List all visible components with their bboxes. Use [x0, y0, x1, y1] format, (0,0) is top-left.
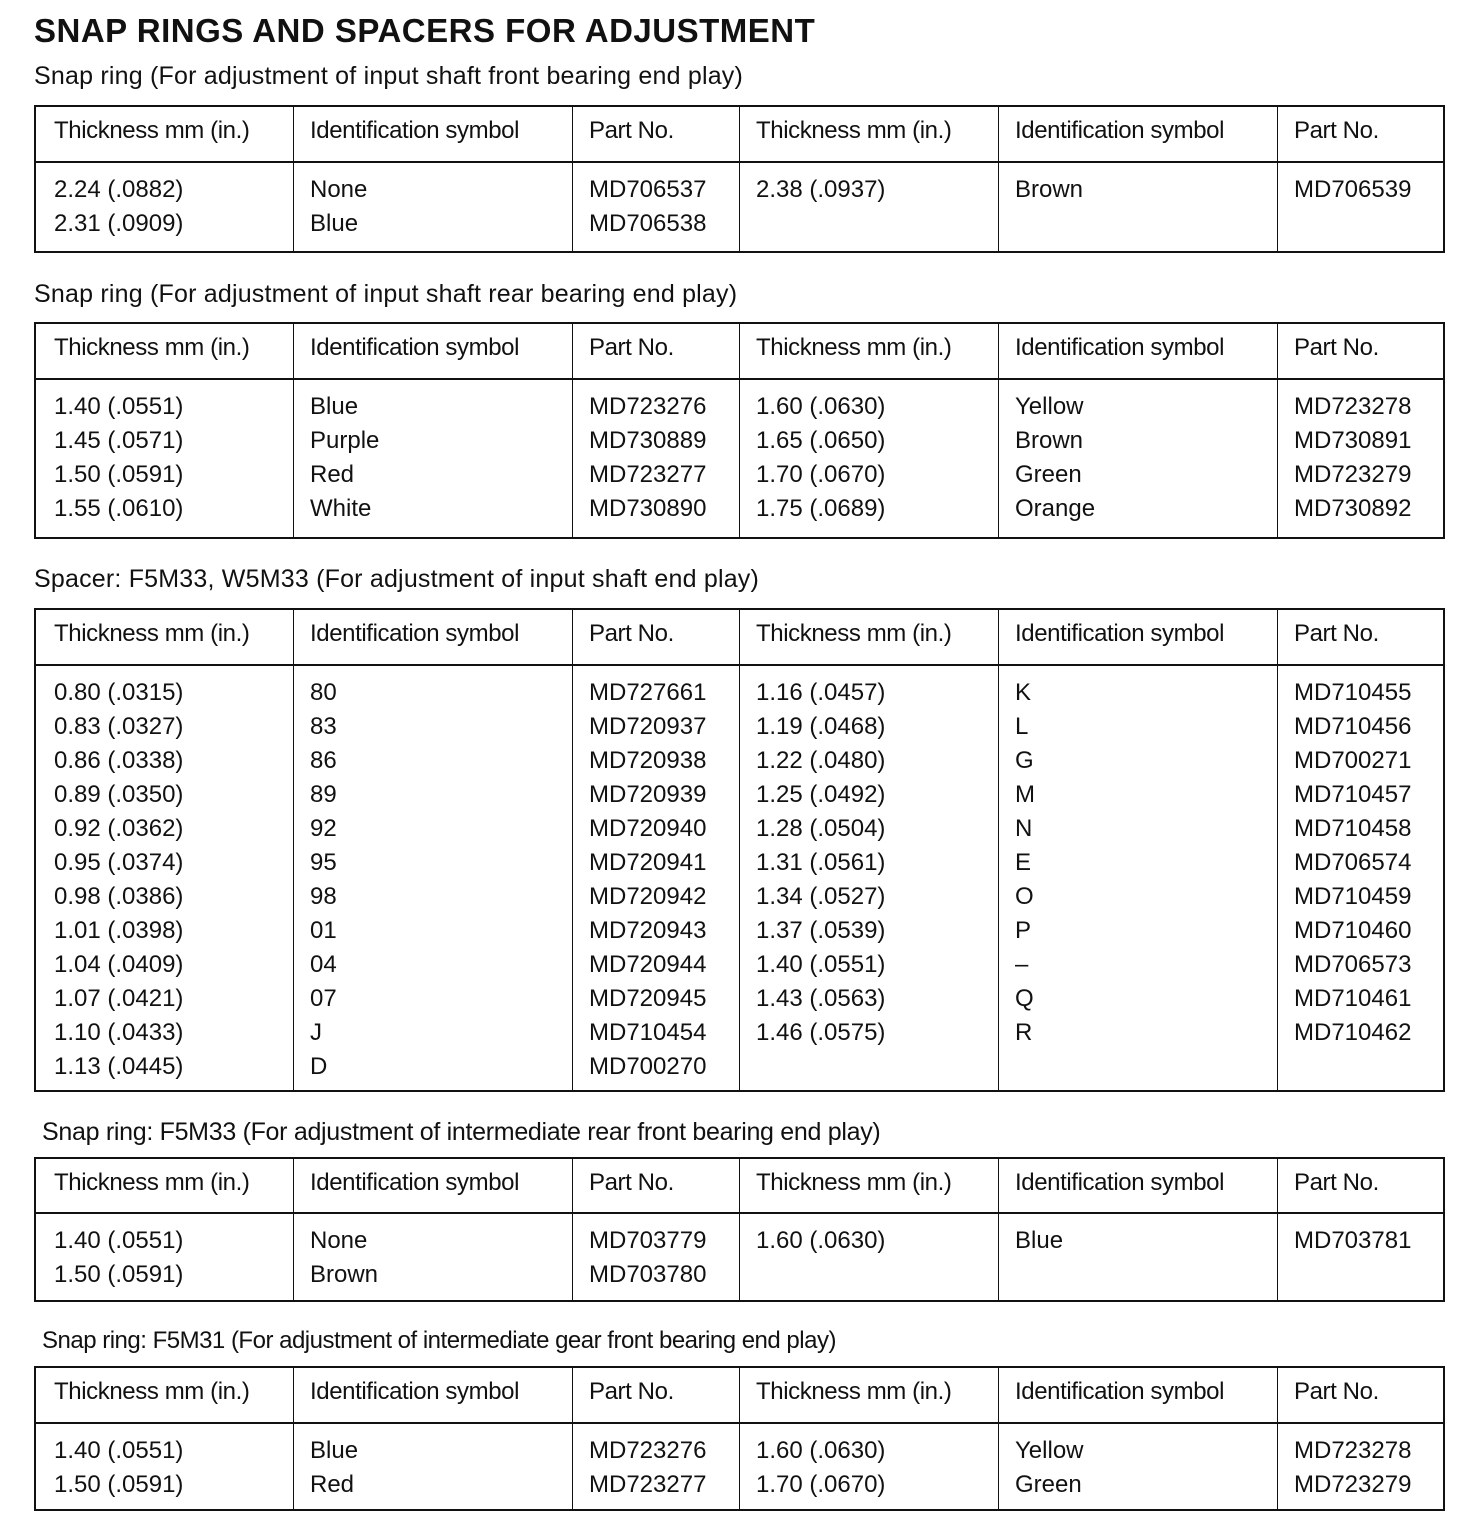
table-cell: 1.10 (.0433) [54, 1019, 184, 1046]
table-cell: 1.55 (.0610) [54, 495, 184, 522]
table-cell: 98 [310, 883, 337, 910]
table-cell: 1.50 (.0591) [54, 1261, 184, 1288]
table-cell: 1.13 (.0445) [54, 1053, 184, 1080]
column-header-thickness: Thickness mm (in.) [54, 1378, 250, 1405]
table-input-shaft-spacer [34, 608, 1445, 1092]
table-cell: MD727661 [589, 679, 707, 706]
table-cell: E [1015, 849, 1032, 876]
column-divider [739, 324, 740, 537]
table-cell: MD720945 [589, 985, 707, 1012]
column-divider [739, 1159, 740, 1300]
column-divider [1277, 107, 1278, 251]
table-cell: – [1015, 951, 1029, 978]
table-cell: 1.50 (.0591) [54, 461, 184, 488]
table-cell: 2.24 (.0882) [54, 176, 184, 203]
table-cell: Purple [310, 427, 380, 454]
table-cell: 0.92 (.0362) [54, 815, 184, 842]
table-cell: 1.40 (.0551) [54, 1227, 184, 1254]
table-cell: MD723279 [1294, 461, 1412, 488]
table-cell: MD720941 [589, 849, 707, 876]
table-cell: MD730889 [589, 427, 707, 454]
table-cell: J [310, 1019, 322, 1046]
table-cell: 07 [310, 985, 337, 1012]
table-cell: MD723276 [589, 393, 707, 420]
column-header-symbol: Identification symbol [310, 1378, 520, 1405]
table-input-shaft-front-snap-ring [34, 105, 1445, 253]
right-symbol-column [1015, 676, 1035, 1050]
left-part-no-column [589, 390, 706, 526]
column-header-symbol: Identification symbol [1015, 334, 1225, 361]
table-cell: Green [1015, 461, 1082, 488]
right-thickness-column [756, 1434, 885, 1502]
table-cell: 1.40 (.0551) [54, 393, 184, 420]
column-header-thickness: Thickness mm (in.) [54, 1169, 250, 1196]
column-header-thickness: Thickness mm (in.) [54, 117, 250, 144]
right-thickness-column [756, 676, 885, 1050]
column-divider [293, 1159, 294, 1300]
table-cell: 1.07 (.0421) [54, 985, 184, 1012]
table-cell: 1.34 (.0527) [756, 883, 886, 910]
table-cell: Red [310, 1471, 355, 1498]
column-header-symbol: Identification symbol [1015, 117, 1225, 144]
table-cell: 0.83 (.0327) [54, 713, 184, 740]
table-cell: MD706538 [589, 210, 707, 237]
column-header-thickness: Thickness mm (in.) [756, 620, 952, 647]
table-cell: Blue [1015, 1227, 1064, 1254]
column-divider [739, 107, 740, 251]
column-header-thickness: Thickness mm (in.) [756, 334, 952, 361]
table-cell: 83 [310, 713, 337, 740]
page-title: SNAP RINGS AND SPACERS FOR ADJUSTMENT [34, 12, 816, 49]
left-part-no-column [589, 1434, 706, 1502]
column-divider [1277, 1368, 1278, 1509]
column-header-part-no: Part No. [1294, 1169, 1379, 1196]
column-divider [998, 107, 999, 251]
table-cell: 1.50 (.0591) [54, 1471, 184, 1498]
right-symbol-column [1015, 390, 1095, 526]
table-cell: MD720940 [589, 815, 707, 842]
table-cell: Q [1015, 985, 1034, 1012]
table-cell: 1.70 (.0670) [756, 461, 886, 488]
table-cell: 1.31 (.0561) [756, 849, 886, 876]
table-cell: MD710461 [1294, 985, 1412, 1012]
table-cell: Blue [310, 393, 359, 420]
left-part-no-column [589, 676, 706, 1084]
table-cell: Yellow [1015, 1437, 1084, 1464]
column-header-symbol: Identification symbol [310, 1169, 520, 1196]
table-cell: MD710457 [1294, 781, 1412, 808]
table-cell: None [310, 176, 368, 203]
table-cell: MD700270 [589, 1053, 707, 1080]
table-cell: 92 [310, 815, 337, 842]
table-cell: MD730892 [1294, 495, 1412, 522]
column-header-part-no: Part No. [589, 117, 674, 144]
table-caption-input-shaft-rear-snap-ring: Snap ring (For adjustment of input shaft rear bearing end play) [34, 280, 738, 308]
right-part-no-column [1294, 1434, 1411, 1502]
table-cell: G [1015, 747, 1034, 774]
table-cell: 1.16 (.0457) [756, 679, 886, 706]
table-cell: MD723277 [589, 1471, 707, 1498]
column-divider [1277, 1159, 1278, 1300]
table-cell: MD706537 [589, 176, 707, 203]
column-divider [572, 324, 573, 537]
table-cell: 1.04 (.0409) [54, 951, 184, 978]
table-cell: 1.60 (.0630) [756, 1227, 886, 1254]
table-cell: MD710459 [1294, 883, 1412, 910]
column-header-part-no: Part No. [1294, 620, 1379, 647]
column-divider [572, 1368, 573, 1509]
table-cell: 1.46 (.0575) [756, 1019, 886, 1046]
table-cell: MD730890 [589, 495, 707, 522]
table-caption-f5m31-intermediate-snap-ring: Snap ring: F5M31 (For adjustment of intermediate gear front bearing end play) [42, 1327, 836, 1354]
column-divider [293, 610, 294, 1090]
table-cell: M [1015, 781, 1035, 808]
right-symbol-column [1015, 1434, 1084, 1502]
column-divider [293, 1368, 294, 1509]
table-cell: O [1015, 883, 1034, 910]
table-f5m33-intermediate-snap-ring [34, 1157, 1445, 1302]
table-input-shaft-rear-snap-ring [34, 322, 1445, 539]
column-header-part-no: Part No. [589, 1169, 674, 1196]
column-divider [572, 610, 573, 1090]
table-cell: 1.40 (.0551) [756, 951, 886, 978]
table-cell: MD710455 [1294, 679, 1412, 706]
table-cell: Yellow [1015, 393, 1084, 420]
column-header-thickness: Thickness mm (in.) [54, 334, 250, 361]
table-cell: 01 [310, 917, 337, 944]
table-cell: P [1015, 917, 1032, 944]
table-cell: MD710454 [589, 1019, 707, 1046]
column-header-symbol: Identification symbol [310, 620, 520, 647]
table-cell: Brown [1015, 176, 1084, 203]
table-cell: 0.80 (.0315) [54, 679, 184, 706]
table-cell: MD710456 [1294, 713, 1412, 740]
table-cell: 1.28 (.0504) [756, 815, 886, 842]
table-cell: MD703781 [1294, 1227, 1412, 1254]
table-cell: MD710458 [1294, 815, 1412, 842]
column-header-symbol: Identification symbol [310, 117, 520, 144]
column-divider [739, 1368, 740, 1509]
table-cell: 95 [310, 849, 337, 876]
column-divider [998, 1368, 999, 1509]
table-cell: 89 [310, 781, 337, 808]
table-cell: 0.86 (.0338) [54, 747, 184, 774]
table-cell: MD703779 [589, 1227, 707, 1254]
column-divider [293, 324, 294, 537]
column-divider [1277, 324, 1278, 537]
column-divider [998, 324, 999, 537]
column-header-symbol: Identification symbol [310, 334, 520, 361]
table-cell: MD723277 [589, 461, 707, 488]
table-cell: Blue [310, 210, 359, 237]
table-cell: D [310, 1053, 328, 1080]
table-caption-input-shaft-front-snap-ring: Snap ring (For adjustment of input shaft front bearing end play) [34, 62, 744, 90]
table-cell: MD720944 [589, 951, 707, 978]
column-header-part-no: Part No. [1294, 1378, 1379, 1405]
table-cell: MD706573 [1294, 951, 1412, 978]
table-cell: MD720943 [589, 917, 707, 944]
table-cell: Brown [310, 1261, 379, 1288]
table-cell: White [310, 495, 372, 522]
table-cell: 2.38 (.0937) [756, 176, 886, 203]
table-caption-input-shaft-spacer: Spacer: F5M33, W5M33 (For adjustment of input shaft end play) [34, 565, 760, 593]
left-thickness-column [54, 390, 183, 526]
table-cell: MD706574 [1294, 849, 1412, 876]
column-header-thickness: Thickness mm (in.) [54, 620, 250, 647]
table-cell: 1.70 (.0670) [756, 1471, 886, 1498]
table-cell: 80 [310, 679, 337, 706]
table-cell: MD700271 [1294, 747, 1412, 774]
column-divider [572, 1159, 573, 1300]
table-cell: 1.43 (.0563) [756, 985, 886, 1012]
left-thickness-column [54, 1434, 183, 1502]
left-thickness-column [54, 676, 183, 1084]
table-cell: MD723279 [1294, 1471, 1412, 1498]
column-header-symbol: Identification symbol [1015, 1169, 1225, 1196]
table-cell: Brown [1015, 427, 1084, 454]
column-header-part-no: Part No. [589, 620, 674, 647]
column-header-thickness: Thickness mm (in.) [756, 117, 952, 144]
right-thickness-column [756, 390, 885, 526]
table-cell: N [1015, 815, 1033, 842]
column-divider [998, 610, 999, 1090]
column-divider [739, 610, 740, 1090]
table-cell: K [1015, 679, 1032, 706]
left-symbol-column [310, 173, 367, 241]
left-part-no-column [589, 1224, 706, 1292]
right-part-no-column [1294, 676, 1411, 1050]
table-cell: MD703780 [589, 1261, 707, 1288]
table-cell: 1.75 (.0689) [756, 495, 886, 522]
left-symbol-column [310, 1224, 378, 1292]
table-cell: 1.22 (.0480) [756, 747, 886, 774]
left-symbol-column [310, 390, 379, 526]
left-symbol-column [310, 676, 337, 1084]
column-divider [998, 1159, 999, 1300]
table-cell: MD720937 [589, 713, 707, 740]
right-part-no-column [1294, 173, 1411, 207]
column-header-thickness: Thickness mm (in.) [756, 1169, 952, 1196]
column-header-part-no: Part No. [589, 334, 674, 361]
table-cell: Orange [1015, 495, 1096, 522]
left-symbol-column [310, 1434, 358, 1502]
table-cell: MD723278 [1294, 1437, 1412, 1464]
table-cell: 1.40 (.0551) [54, 1437, 184, 1464]
table-cell: 2.31 (.0909) [54, 210, 184, 237]
column-divider [572, 107, 573, 251]
right-symbol-column [1015, 1224, 1063, 1258]
column-header-symbol: Identification symbol [1015, 1378, 1225, 1405]
table-cell: 1.19 (.0468) [756, 713, 886, 740]
right-thickness-column [756, 173, 885, 207]
column-header-symbol: Identification symbol [1015, 620, 1225, 647]
table-cell: 0.89 (.0350) [54, 781, 184, 808]
table-cell: 1.60 (.0630) [756, 1437, 886, 1464]
table-cell: MD723278 [1294, 393, 1412, 420]
left-part-no-column [589, 173, 706, 241]
table-cell: 1.37 (.0539) [756, 917, 886, 944]
table-cell: 1.01 (.0398) [54, 917, 184, 944]
left-thickness-column [54, 1224, 183, 1292]
column-divider [293, 107, 294, 251]
table-cell: Red [310, 461, 355, 488]
table-cell: R [1015, 1019, 1033, 1046]
table-cell: 1.45 (.0571) [54, 427, 184, 454]
table-cell: MD723276 [589, 1437, 707, 1464]
column-divider [1277, 610, 1278, 1090]
right-symbol-column [1015, 173, 1083, 207]
table-f5m31-intermediate-snap-ring [34, 1366, 1445, 1511]
table-cell: 1.60 (.0630) [756, 393, 886, 420]
table-cell: MD710460 [1294, 917, 1412, 944]
table-cell: MD720938 [589, 747, 707, 774]
table-cell: MD730891 [1294, 427, 1412, 454]
table-cell: 04 [310, 951, 337, 978]
right-part-no-column [1294, 390, 1411, 526]
column-header-part-no: Part No. [1294, 334, 1379, 361]
table-cell: MD720942 [589, 883, 707, 910]
table-cell: Blue [310, 1437, 359, 1464]
right-thickness-column [756, 1224, 885, 1258]
table-caption-f5m33-intermediate-snap-ring: Snap ring: F5M33 (For adjustment of intermediate rear front bearing end play) [42, 1118, 881, 1146]
table-cell: 0.98 (.0386) [54, 883, 184, 910]
right-part-no-column [1294, 1224, 1411, 1258]
column-header-part-no: Part No. [589, 1378, 674, 1405]
table-cell: None [310, 1227, 368, 1254]
table-cell: 1.25 (.0492) [756, 781, 886, 808]
column-header-part-no: Part No. [1294, 117, 1379, 144]
table-cell: Green [1015, 1471, 1082, 1498]
table-cell: 0.95 (.0374) [54, 849, 184, 876]
table-cell: L [1015, 713, 1029, 740]
table-cell: MD720939 [589, 781, 707, 808]
table-cell: MD710462 [1294, 1019, 1412, 1046]
table-cell: MD706539 [1294, 176, 1412, 203]
table-cell: 86 [310, 747, 337, 774]
left-thickness-column [54, 173, 183, 241]
column-header-thickness: Thickness mm (in.) [756, 1378, 952, 1405]
table-cell: 1.65 (.0650) [756, 427, 886, 454]
